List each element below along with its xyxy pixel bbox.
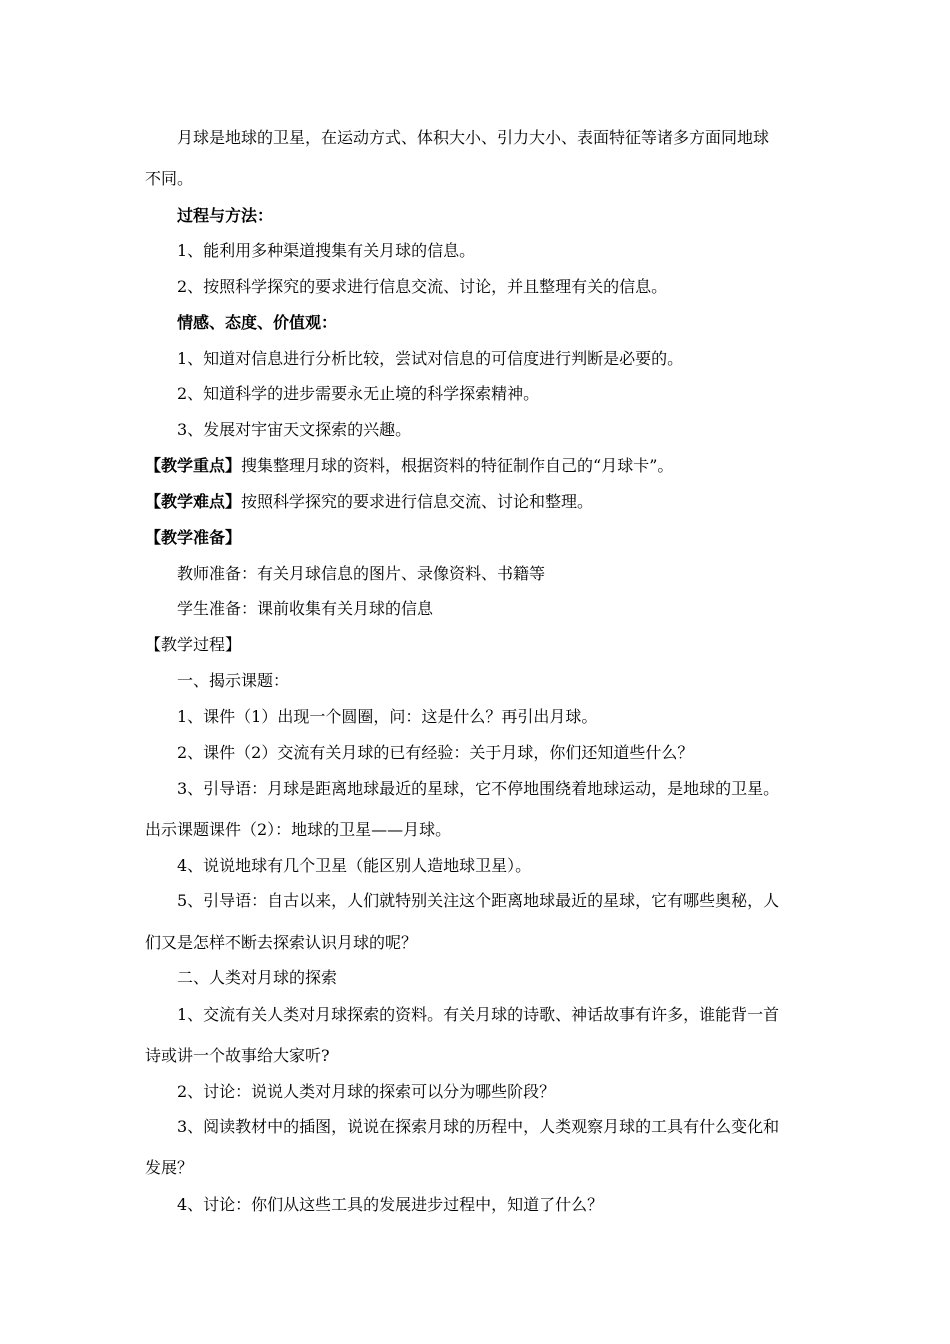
- emotion-item-2: 2、知道科学的进步需要永无止境的科学探索精神。: [177, 384, 540, 403]
- process-method-heading: 过程与方法：: [177, 206, 274, 225]
- preparation-teacher: 教师准备：有关月球信息的图片、录像资料、书籍等: [177, 564, 546, 583]
- section1-heading: 一、揭示课题：: [177, 671, 290, 690]
- difficulty-line: [145, 491, 593, 513]
- emotion-item-3: 3、发展对宇宙天文探索的兴趣。: [177, 420, 412, 439]
- process-method-item-2: 2、按照科学探究的要求进行信息交流、讨论，并且整理有关的信息。: [177, 277, 668, 296]
- difficulty-text: 按照科学探究的要求进行信息交流、讨论和整理。: [241, 492, 594, 511]
- section2-item-4: 4、讨论：你们从这些工具的发展进步过程中，知道了什么？: [177, 1195, 604, 1214]
- key-point-text: 搜集整理月球的资料，根据资料的特征制作自己的“月球卡”。: [241, 456, 674, 475]
- section2-item-3-line-2: 发展？: [145, 1158, 194, 1177]
- section2-item-1-line-2: 诗或讲一个故事给大家听?: [145, 1046, 330, 1065]
- teaching-process-label: 【教学过程】: [145, 635, 242, 654]
- section2-item-2: 2、讨论：说说人类对月球的探索可以分为哪些阶段？: [177, 1082, 556, 1101]
- section1-item-4: 4、说说地球有几个卫星（能区别人造地球卫星）。: [177, 856, 532, 875]
- section1-item-5-line-2: 们又是怎样不断去探索认识月球的呢？: [145, 933, 418, 952]
- intro-line-1: 月球是地球的卫星，在运动方式、体积大小、引力大小、表面特征等诸多方面同地球: [177, 128, 770, 147]
- section1-item-1: 1、课件（1）出现一个圆圈，问：这是什么？再引出月球。: [177, 707, 598, 726]
- key-point-label: 【教学重点】: [145, 456, 242, 475]
- preparation-student: 学生准备：课前收集有关月球的信息: [177, 599, 434, 618]
- section2-item-1-line-1: 1、交流有关人类对月球探索的资料。有关月球的诗歌、神话故事有许多，谁能背一首: [177, 1005, 780, 1024]
- section1-item-3-line-2: 出示课题课件（2）：地球的卫星——月球。: [145, 820, 452, 839]
- difficulty-label: 【教学难点】: [145, 492, 242, 511]
- section2-heading: 二、人类对月球的探索: [177, 968, 338, 987]
- process-method-item-1: 1、能利用多种渠道搜集有关月球的信息。: [177, 241, 476, 260]
- key-point-line: [145, 455, 673, 477]
- intro-line-2: 不同。: [145, 169, 194, 188]
- emotion-heading: 情感、态度、价值观：: [177, 313, 338, 332]
- section1-item-5-line-1: 5、引导语：自古以来，人们就特别关注这个距离地球最近的星球，它有哪些奥秘，人: [177, 891, 780, 910]
- section1-item-3-line-1: 3、引导语：月球是距离地球最近的星球，它不停地围绕着地球运动，是地球的卫星。: [177, 779, 780, 798]
- emotion-item-1: 1、知道对信息进行分析比较，尝试对信息的可信度进行判断是必要的。: [177, 349, 684, 368]
- section2-item-3-line-1: 3、阅读教材中的插图，说说在探索月球的历程中，人类观察月球的工具有什么变化和: [177, 1117, 780, 1136]
- preparation-label: 【教学准备】: [145, 528, 242, 547]
- section1-item-2: 2、课件（2）交流有关月球的已有经验：关于月球，你们还知道些什么？: [177, 743, 694, 762]
